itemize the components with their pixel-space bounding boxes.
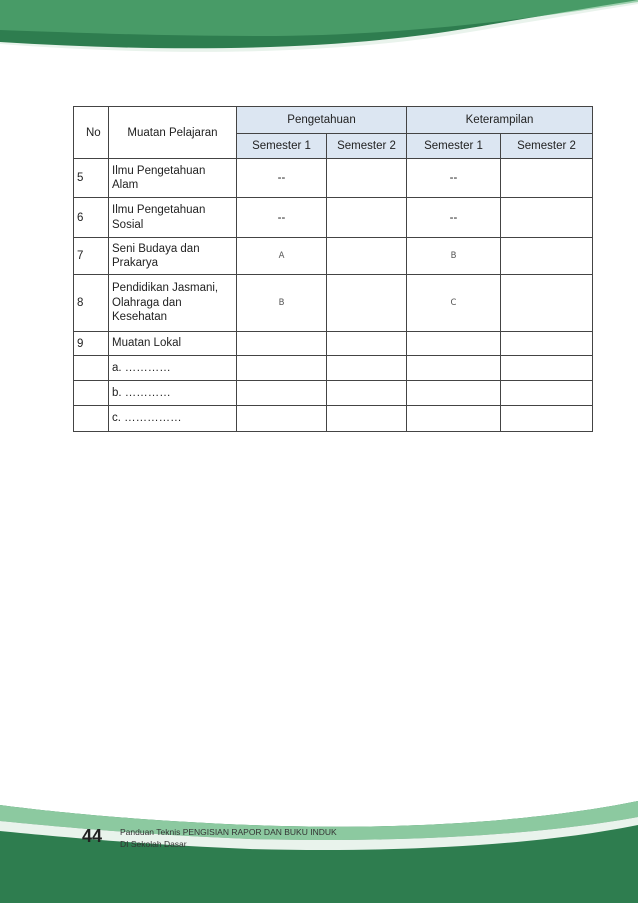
header-subject: Muatan Pelajaran [109,107,237,159]
pengetahuan-sem1-cell [237,406,327,432]
pengetahuan-sem2-cell [327,381,407,406]
subject-cell: Ilmu Pengetahuan Alam [109,159,237,198]
keterampilan-sem2-cell [501,159,593,198]
pengetahuan-sem2-cell [327,238,407,275]
header-semester-2: Semester 2 [327,134,407,159]
pengetahuan-sem1-cell: -- [237,198,327,238]
row-number: 5 [74,159,109,198]
pengetahuan-sem1-cell [237,381,327,406]
keterampilan-sem2-cell [501,198,593,238]
bottom-decorative-band [0,795,638,903]
page-number: 44 [82,826,103,846]
pengetahuan-sem2-cell [327,332,407,356]
top-decorative-band [0,0,638,60]
keterampilan-sem2-cell [501,238,593,275]
header-semester-1-keterampilan: Semester 1 [407,134,501,159]
keterampilan-sem1-cell [407,356,501,381]
pengetahuan-sem2-cell [327,356,407,381]
keterampilan-sem1-cell: C [407,275,501,332]
table-row [74,238,593,275]
subject-cell: Ilmu Pengetahuan Sosial [109,198,237,238]
pengetahuan-sem1-cell [237,356,327,381]
header-semester-2-keterampilan: Semester 2 [501,134,593,159]
header-no: No [74,107,109,159]
subject-cell: c. …………… [109,406,237,432]
subject-cell: Muatan Lokal [109,332,237,356]
keterampilan-sem2-cell [501,275,593,332]
table-row [74,159,593,198]
grade-table [73,106,593,432]
table-row [74,332,593,356]
row-number [74,356,109,381]
pengetahuan-sem2-cell [327,406,407,432]
pengetahuan-sem2-cell [327,159,407,198]
row-number [74,406,109,432]
pengetahuan-sem1-cell: -- [237,159,327,198]
row-number: 6 [74,198,109,238]
pengetahuan-sem2-cell [327,198,407,238]
pengetahuan-sem2-cell [327,275,407,332]
pengetahuan-sem1-cell: B [237,275,327,332]
row-number: 8 [74,275,109,332]
keterampilan-sem1-cell [407,332,501,356]
keterampilan-sem2-cell [501,356,593,381]
header-keterampilan: Keterampilan [407,107,593,134]
subject-cell: Seni Budaya dan Prakarya [109,238,237,275]
keterampilan-sem2-cell [501,406,593,432]
table-row [74,356,593,381]
keterampilan-sem1-cell [407,406,501,432]
subject-cell: a. ………… [109,356,237,381]
footer-title: Panduan Teknis PENGISIAN RAPOR DAN BUKU INDUK [120,827,337,837]
keterampilan-sem2-cell [501,332,593,356]
keterampilan-sem1-cell [407,381,501,406]
table-row [74,406,593,432]
table-row [74,198,593,238]
keterampilan-sem2-cell [501,381,593,406]
row-number [74,381,109,406]
pengetahuan-sem1-cell: A [237,238,327,275]
row-number: 7 [74,238,109,275]
header-semester-1: Semester 1 [237,134,327,159]
keterampilan-sem1-cell: B [407,238,501,275]
table-row [74,381,593,406]
keterampilan-sem1-cell: -- [407,198,501,238]
footer-subtitle: DI Sekolah Dasar [120,839,187,849]
subject-cell: b. ………… [109,381,237,406]
header-pengetahuan: Pengetahuan [237,107,407,134]
pengetahuan-sem1-cell [237,332,327,356]
row-number: 9 [74,332,109,356]
keterampilan-sem1-cell: -- [407,159,501,198]
subject-cell: Pendidikan Jasmani, Olahraga dan Kesehatan [109,275,237,332]
table-row [74,275,593,332]
